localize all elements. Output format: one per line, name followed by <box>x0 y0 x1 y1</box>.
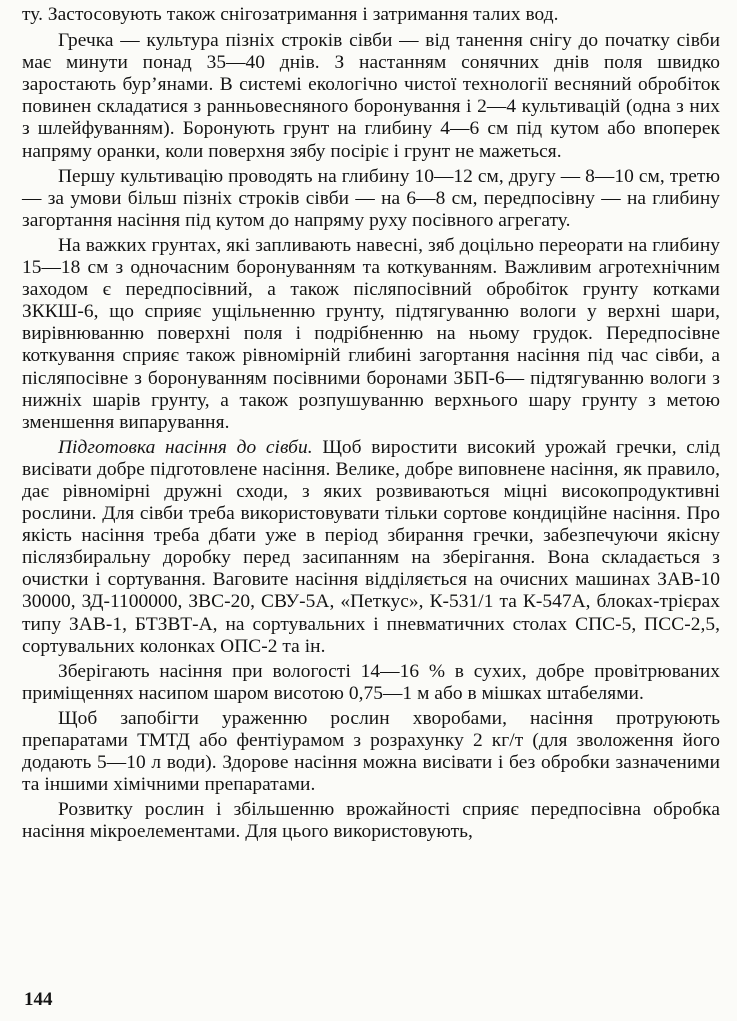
paragraph-6-text: Зберігають насіння при вологості 14—16 % в сухих, добре провітрюваних приміщеннях насипом шаром висотою 0,75—1 м або в мішках штабелями. <box>22 660 720 704</box>
paragraph-5-text: Щоб виростити високий урожай гречки, слід висівати добре підготовлене насіння. Велике, добре виповнене насіння, як правило, дає рівномірні дружні сходи, з яких розвиваються міцні високопродуктивні рослини. Для сівби треба використовувати тільки сортове кондиційне насіння. Про якість насіння треба дбати уже в період збирання гречки, забезпечуючи якісну післязбиральну доробку перед засипанням на зберігання. Вона складається з очистки і сортування. Ваговите насіння відділяється на очисних машинах ЗАВ-10 30000, ЗД-1100000, ЗВС-20, СВУ-5А, «Петкус», К-531/1 та К-547А, блоках-трієрах типу ЗАВ-1, БТЗВТ-А, на сортувальних і пневматичних столах СПС-5, ПСС-2,5, сортувальних колонках ОПС-2 та ін. <box>22 436 720 657</box>
paragraph-4-text: На важких грунтах, які запливають навесні, зяб доцільно переорати на глибину 15—18 см з одночасним боронуванням та коткуванням. Важливим агротехнічним заходом є передпосівний, а також післяпосівний обробіток грунту котками ЗККШ-6, що сприяє ущільненню грунту, підтягуванню вологи у верхні шари, вирівнюванню поверхні поля і подрібненню на ньому грудок. Передпосівне коткування сприяє також рівномірній глибині загортання насіння під час сівби, а післяпосівне з боронуванням посівними боронами ЗБП-6— підтягуванню вологи з нижніх шарів грунту, а також розпушуванню верхнього шару грунту з метою зменшення випарування. <box>22 234 720 433</box>
paragraph-2-text: Гречка — культура пізніх строків сівби — від танення снігу до початку сівби має минути понад 35—40 днів. З настанням сонячних днів поля швидко заростають бур’янами. В системі екологічно чистої технології весняний обробіток повинен складатися з ранньовесняного боронування і 2—4 культивацій (одна з них з шлейфуванням). Боронують грунт на глибину 4—6 см під кутом або впоперек напряму оранки, коли поверхня зябу посіріє і грунт не мажеться. <box>22 30 720 162</box>
paragraph-6 <box>22 661 720 705</box>
paragraph-5 <box>22 437 720 658</box>
paragraph-1-text: ту. Застосовують також снігозатримання і затримання талих вод. <box>22 4 559 25</box>
section-heading-seed-preparation: Підготовка насіння до сівби. <box>58 436 313 458</box>
paragraph-8 <box>22 799 720 843</box>
paragraph-1 <box>22 4 720 26</box>
paragraph-2 <box>22 30 720 163</box>
paragraph-7 <box>22 708 720 796</box>
paragraph-3 <box>22 166 720 232</box>
paragraph-7-text: Щоб запобігти ураженню рослин хворобами, насіння протруюють препаратами ТМТД або фентіурамом з розрахунку 2 кг/т (для зволоження його додають 5—10 л води). Здорове насіння можна висівати і без обробки зазначеними та іншими хімічними препаратами. <box>22 707 720 796</box>
paragraph-8-text: Розвитку рослин і збільшенню врожайності сприяє передпосівна обробка насіння мікроелементами. Для цього використовують, <box>22 799 720 843</box>
paragraph-4 <box>22 235 720 434</box>
page-number: 144 <box>24 989 53 1010</box>
paragraph-3-text: Першу культивацію проводять на глибину 10—12 см, другу — 8—10 см, третю — за умови більш пізніх строків сівби — на 6—8 см, передпосівну — на глибину загортання насіння під кутом до напряму руху посівного агрегату. <box>22 165 720 231</box>
page-text <box>22 4 720 843</box>
